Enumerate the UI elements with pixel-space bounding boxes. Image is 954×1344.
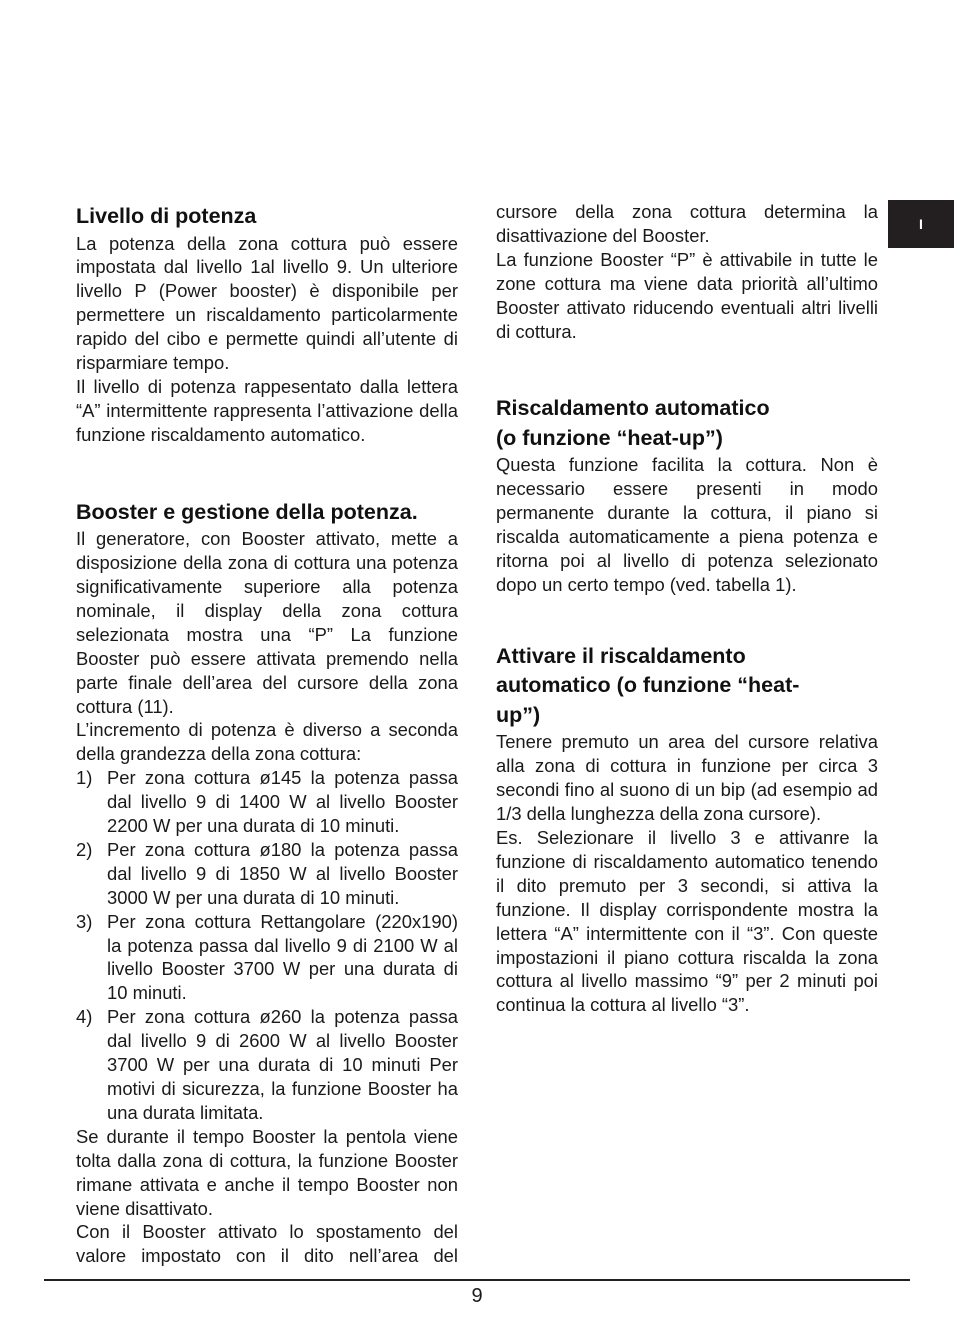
paragraph: Con il Booster attivato lo spostamento del valore impostato con il dito nell’area del — [76, 1221, 458, 1267]
list-item-text: Per zona cottura Rettangolare (220x190) la potenza passa dal livello 9 di 2100 W al livello Booster 3700 W per una durata di 10 minuti. — [107, 910, 458, 1004]
heading-line: automatico (o funzione “heat- — [496, 673, 800, 698]
paragraph: cursore della zona cottura determina la disattivazione del Booster. — [496, 201, 878, 246]
language-tab-label: I — [919, 216, 923, 232]
page-number: 9 — [471, 1285, 483, 1307]
booster-power-list — [76, 766, 458, 1125]
paragraph: Se durante il tempo Booster la pentola viene tolta dalla zona di cottura, la funzione Booster rimane attivata e anche il tempo Booster non viene disattivato. — [76, 1125, 458, 1219]
heading-line: Riscaldamento automatico — [496, 396, 770, 421]
list-item — [76, 1005, 458, 1125]
paragraph: Il generatore, con Booster attivato, mette a disposizione della zona di cottura una potenza significativamente superiore alla potenza nominale, il display della zona cottura selezionata mostra una “P” La funzione Booster può essere attivata premendo nella parte finale dell’area del cursore della zona cottura (11). — [76, 528, 458, 717]
heading-booster: Booster e gestione della potenza. — [76, 499, 418, 524]
list-item — [76, 838, 458, 910]
heading-line: up”) — [496, 702, 541, 727]
language-tab — [888, 200, 954, 248]
heading-livello-di-potenza: Livello di potenza — [76, 204, 257, 228]
paragraph: Il livello di potenza rappesentato dalla lettera “A” intermittente rappresenta l’attivazione della funzione riscaldamento automatico. — [76, 375, 458, 445]
list-item-text: Per zona cottura ø145 la potenza passa dal livello 9 di 1400 W al livello Booster 2200 W per una durata di 10 minuti. — [107, 767, 458, 837]
list-item-number: 1) — [76, 767, 93, 789]
section-spacer — [496, 343, 878, 394]
heading-line: Attivare il riscaldamento — [496, 643, 746, 668]
list-item-text: Per zona cottura ø260 la potenza passa dal livello 9 di 2600 W al livello Booster 3700 W per una durata di 10 minuti Per motivi di sicurezza, la funzione Booster ha una durata limitata. — [107, 1006, 458, 1123]
heading-line: (o funzione “heat-up”) — [496, 425, 723, 450]
paragraph: La potenza della zona cottura può essere impostata dal livello 1al livello 9. Un ulteriore livello P (Power booster) è disponibile per permettere un riscaldamento particolarmente rapido del cibo e permette quindi all’utente di risparmiare tempo. — [76, 232, 458, 374]
section-spacer — [76, 447, 458, 498]
list-item-number: 4) — [76, 1006, 93, 1028]
paragraph: L’incremento di potenza è diverso a seconda della grandezza della zona cottura: — [76, 719, 458, 765]
list-item — [76, 910, 458, 1006]
heading-riscaldamento-automatico — [496, 394, 878, 453]
paragraph: Questa funzione facilita la cottura. Non è necessario essere presenti in modo permanente durante la cottura, il piano si riscalda automaticamente a piena potenza e ritorna poi al livello di potenza selezionato dopo un certo tempo (ved. tabella 1). — [496, 454, 878, 595]
section-spacer — [496, 597, 878, 642]
footer-divider — [44, 1279, 910, 1281]
paragraph: Tenere premuto un area del cursore relativa alla zona di cottura in funzione per circa 3 secondi fino al suono di un bip (ad esempio ad 1/3 della lunghezza della zona cursore). — [496, 731, 878, 825]
list-item-number: 2) — [76, 838, 93, 860]
paragraph: La funzione Booster “P” è attivabile in tutte le zone cottura ma viene data priorità all’ultimo Booster attivato riducendo eventuali altri livelli di cottura. — [496, 248, 878, 342]
list-item-text: Per zona cottura ø180 la potenza passa dal livello 9 di 1850 W al livello Booster 3000 W per una durata di 10 minuti. — [107, 838, 458, 908]
right-column — [496, 200, 878, 1017]
list-item-number: 3) — [76, 910, 93, 932]
heading-attivare-riscaldamento — [496, 642, 878, 731]
paragraph: Es. Selezionare il livello 3 e attivanre la funzione di riscaldamento automatico tenendo il dito premuto per 3 secondi, si attiva la funzione. Il display corrispondente mostra la lettera “A” intermittente con il “3”. Con queste impostazioni il piano cottura riscalda la zona cottura al livello massimo “9” per 2 minuti poi continua la cottura al livello “3”. — [496, 827, 878, 1016]
left-column — [76, 200, 458, 1268]
list-item — [76, 766, 458, 838]
